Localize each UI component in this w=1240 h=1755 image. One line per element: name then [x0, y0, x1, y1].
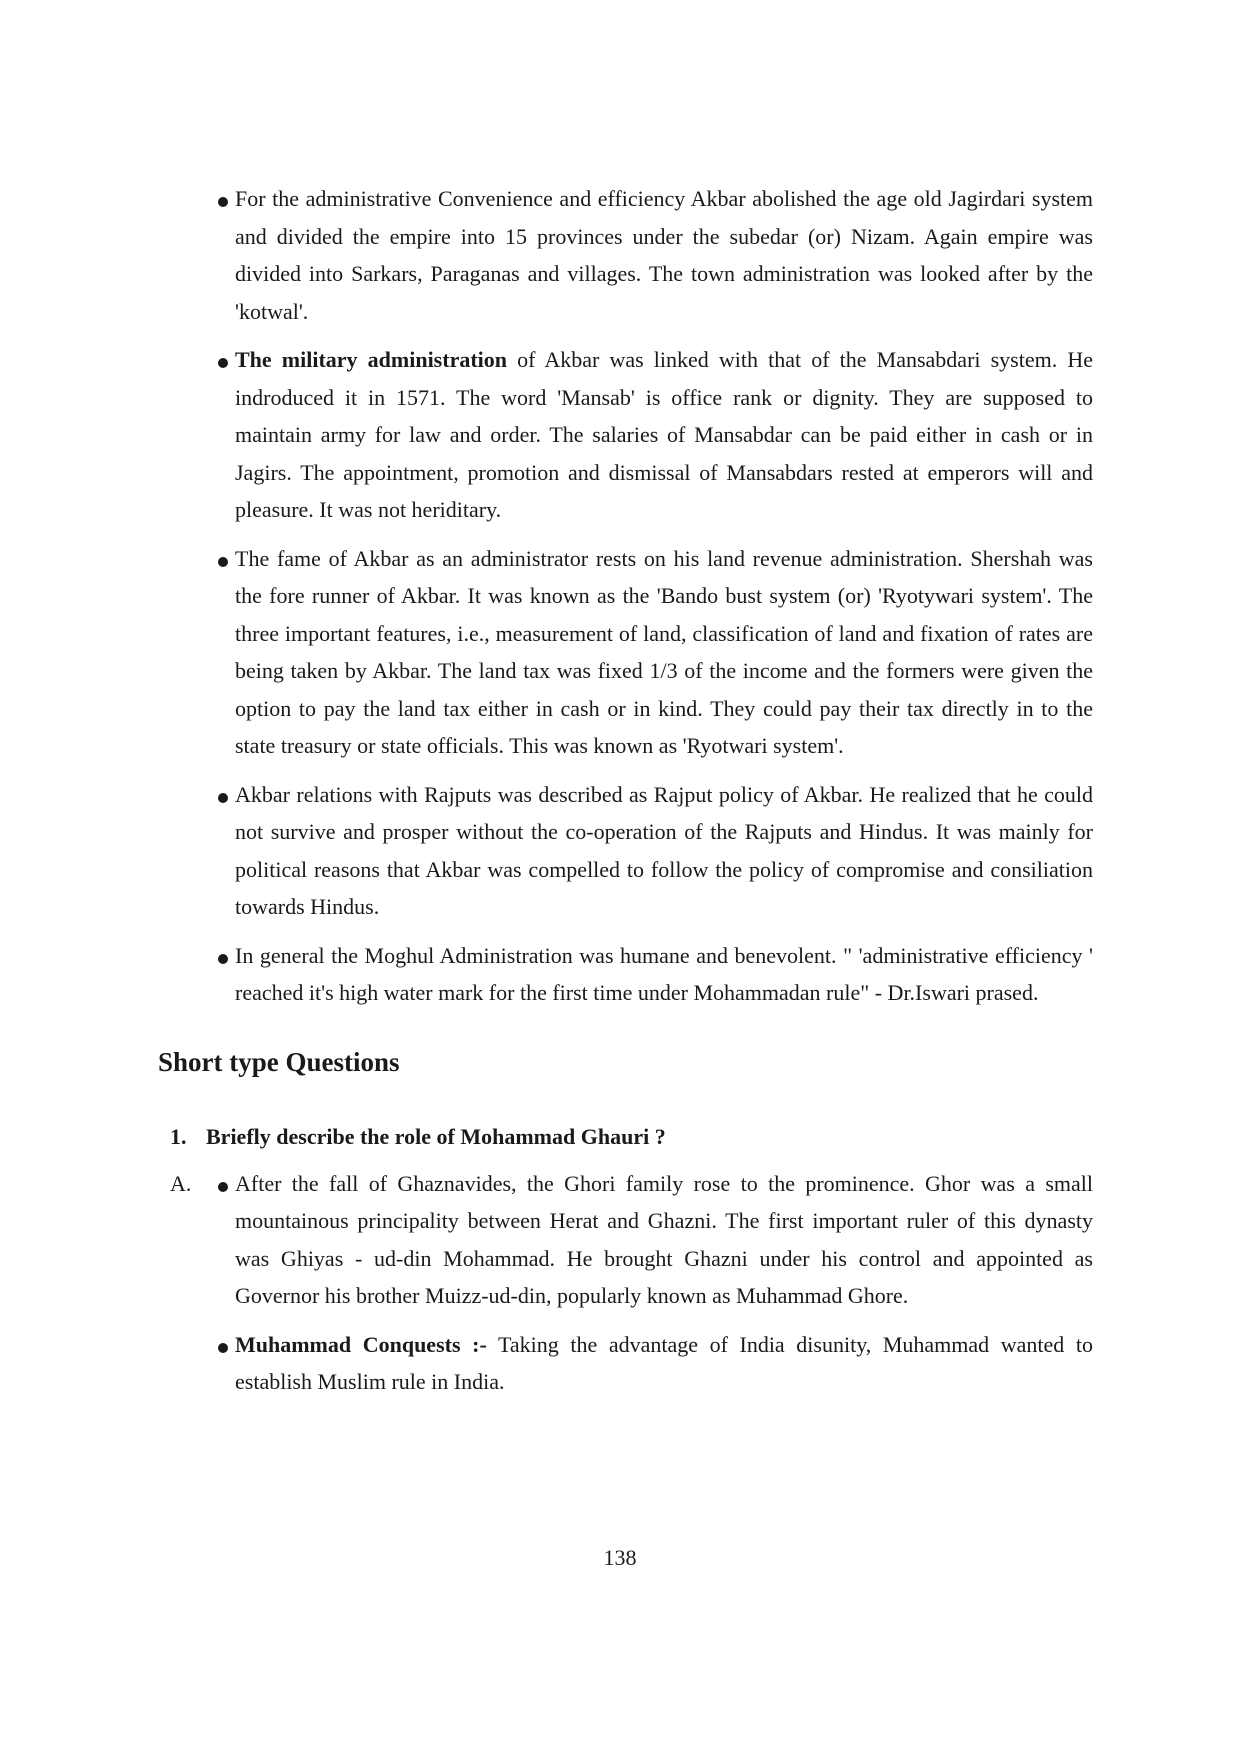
bullet-text: Taking the advantage of India disunity, Muhammad wanted to establish Muslim rule in India. — [235, 1331, 1093, 1394]
bullet-text: Akbar relations with Rajputs was described as Rajput policy of Akbar. He realized that he could not survive and prosper without the co-operation of the Rajputs and Hindus. It was mainly for political reasons that Akbar was compelled to follow the policy of compromise and consiliation towards Hindus. — [235, 781, 1093, 919]
question-number: 1. — [170, 1123, 187, 1149]
list-item — [158, 937, 1093, 1012]
list-item — [158, 180, 1093, 330]
bullet-icon — [218, 954, 228, 964]
list-item — [158, 1326, 1093, 1401]
page-content — [158, 180, 1093, 1412]
bullet-lead: The military administration — [235, 347, 508, 372]
list-item — [158, 776, 1093, 926]
bullet-icon — [218, 358, 228, 368]
section-heading: Short type Questions — [158, 1046, 400, 1077]
answer-bullet-list — [158, 1165, 1093, 1401]
bullet-text: In general the Moghul Administration was humane and benevolent. " 'administrative efficiency ' reached it's high water mark for the first time under Mohammadan rule" - Dr.Iswari prased. — [235, 942, 1093, 1005]
bullet-icon — [218, 557, 228, 567]
question-text: Briefly describe the role of Mohammad Ghauri ? — [206, 1123, 666, 1149]
answer-block — [158, 1165, 1093, 1401]
bullet-icon — [218, 793, 228, 803]
bullet-icon — [218, 1182, 228, 1192]
bullet-text: The fame of Akbar as an administrator rests on his land revenue administration. Shershah was the fore runner of Akbar. It was known as the 'Bando bust system (or) 'Ryotywari system'. The three important features, i.e., measurement of land, classification of land and fixation of rates are being taken by Akbar. The land tax was fixed 1/3 of the income and the formers were given the option to pay the land tax either in cash or in kind. They could pay their tax directly in to the state treasury or state officials. This was known as 'Ryotwari system'. — [235, 545, 1093, 758]
list-item — [158, 1165, 1093, 1315]
bullet-icon — [218, 1343, 228, 1353]
bullet-list-top — [158, 180, 1093, 1012]
bullet-lead: Muhammad Conquests :- — [235, 1331, 487, 1357]
answer-marker: A. — [170, 1170, 192, 1196]
list-item — [158, 341, 1093, 529]
list-item — [158, 540, 1093, 765]
question — [158, 1118, 1093, 1155]
page-number: 138 — [603, 1545, 637, 1570]
bullet-text: of Akbar was linked with that of the Mansabdari system. He indroduced it in 1571. The word 'Mansab' is office rank or dignity. They are supposed to maintain army for law and order. The salaries of Mansabdar can be paid either in cash or in Jagirs. The appointment, promotion and dismissal of Mansabdars rested at emperors will and pleasure. It was not heriditary. — [235, 347, 1094, 522]
bullet-icon — [218, 197, 228, 207]
bullet-text: For the administrative Convenience and efficiency Akbar abolished the age old Jagirdari system and divided the empire into 15 provinces under the subedar (or) Nizam. Again empire was divided into Sarkars, Paraganas and villages. The town administration was looked after by the 'kotwal'. — [235, 186, 1093, 324]
bullet-text: After the fall of Ghaznavides, the Ghori family rose to the prominence. Ghor was a small mountainous principality between Herat and Ghazni. The first important ruler of this dynasty was Ghiyas - ud-din Mohammad. He brought Ghazni under his control and appointed as Governor his brother Muizz-ud-din, popularly known as Muhammad Ghore. — [235, 1170, 1093, 1308]
